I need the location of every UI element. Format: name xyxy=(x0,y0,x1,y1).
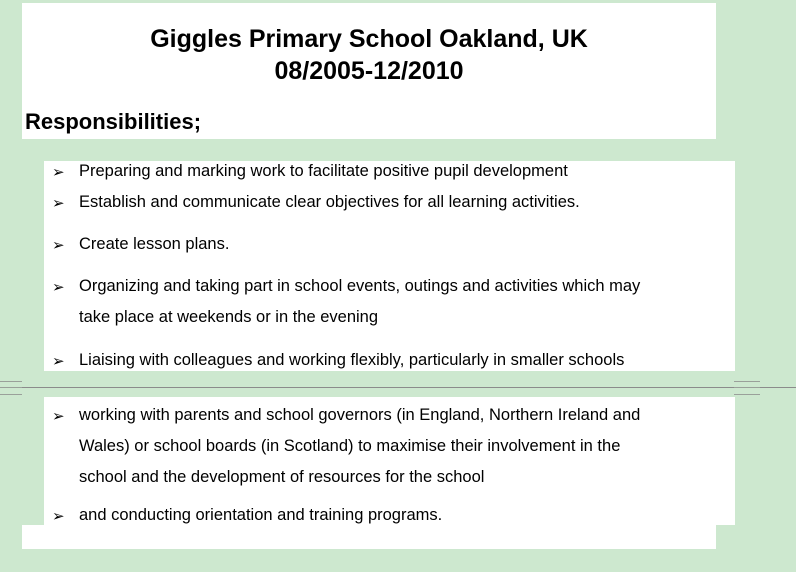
bullet-arrow-icon: ➢ xyxy=(52,507,65,525)
list-item: working with parents and school governors (in England, Northern Ireland and Wales) or school boards (in Scotland) to maximise their involvement in the school and the development of resources for the school xyxy=(79,406,641,486)
bullet-arrow-icon: ➢ xyxy=(52,236,65,254)
list-item: Organizing and taking part in school events, outings and activities which may take place at weekends or in the evening xyxy=(79,277,641,326)
page-break-handle-right[interactable] xyxy=(734,381,760,395)
list-item: Create lesson plans. xyxy=(79,235,230,253)
bullet-arrow-icon: ➢ xyxy=(52,163,65,181)
page-break-line xyxy=(0,387,796,388)
bullet-arrow-icon: ➢ xyxy=(52,278,65,296)
employment-dates: 08/2005-12/2010 xyxy=(274,57,464,85)
list-item: Preparing and marking work to facilitate positive pupil development xyxy=(79,162,568,180)
responsibilities-heading: Responsibilities; xyxy=(25,109,202,134)
list-item: Establish and communicate clear objectives for all learning activities. xyxy=(79,193,580,211)
list-item: and conducting orientation and training programs. xyxy=(79,506,443,524)
school-title: Giggles Primary School Oakland, UK xyxy=(150,25,588,53)
bullet-arrow-icon: ➢ xyxy=(52,407,65,425)
bullet-arrow-icon: ➢ xyxy=(52,352,65,370)
list-item: Liaising with colleagues and working flexibly, particularly in smaller schools xyxy=(79,351,625,369)
page-break-handle-left[interactable] xyxy=(0,381,22,395)
bullet-arrow-icon: ➢ xyxy=(52,194,65,212)
